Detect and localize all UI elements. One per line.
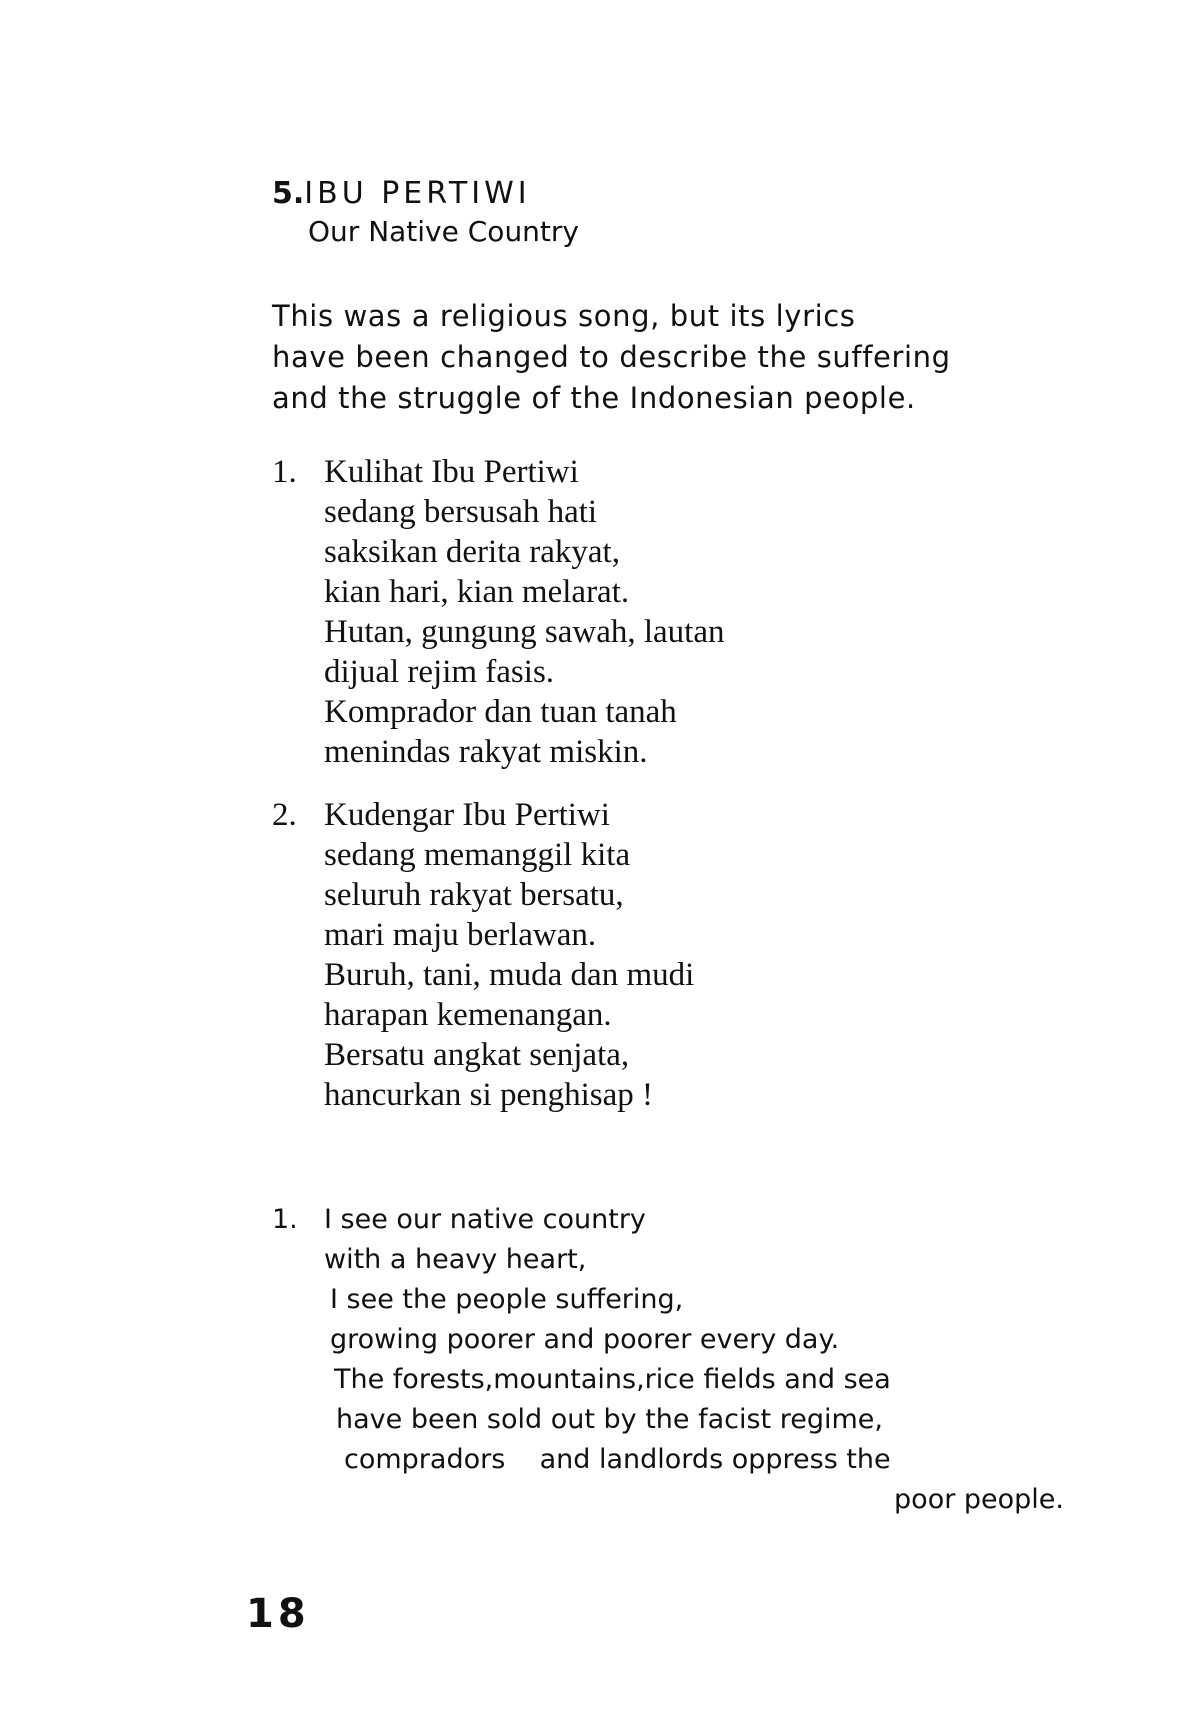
verse-number: 1. (272, 1204, 298, 1235)
verse-line: growing poorer and poorer every day. (330, 1324, 840, 1355)
song-subtitle: Our Native Country (308, 215, 579, 248)
verse-number: 2. (272, 797, 297, 833)
verse-line: sedang bersusah hati (324, 494, 598, 530)
song-title (272, 176, 531, 212)
indonesian-verse-2 (272, 795, 694, 1115)
intro-line: This was a religious song, but its lyrics (272, 299, 856, 333)
page-number: 18 (246, 1591, 310, 1637)
verse-line: sedang memanggil kita (324, 837, 631, 873)
verse-line: Bersatu angkat senjata, (324, 1037, 630, 1073)
verse-line: Komprador dan tuan tanah (324, 694, 677, 730)
verse-line: Hutan, gungung sawah, lautan (324, 614, 725, 650)
song-title-text: IBU PERTIWI (304, 176, 531, 211)
verse-line: I see our native country (324, 1204, 646, 1235)
verse-line: seluruh rakyat bersatu, (324, 877, 624, 913)
verse-line: mari maju berlawan. (324, 917, 597, 953)
verse-line: I see the people suffering, (330, 1284, 684, 1315)
verse-number: 1. (272, 454, 297, 490)
song-number: 5. (272, 176, 305, 211)
verse-line: poor people. (894, 1484, 1064, 1515)
verse-line: menindas rakyat miskin. (324, 734, 648, 770)
verse-line: have been sold out by the facist regime, (336, 1404, 883, 1435)
verse-line: kian hari, kian melarat. (324, 574, 630, 610)
intro-line: have been changed to describe the suffering (272, 340, 951, 374)
intro-line: and the struggle of the Indonesian people. (272, 381, 916, 415)
intro-paragraph (272, 296, 1072, 419)
verse-line: saksikan derita rakyat, (324, 534, 620, 570)
verse-line: dijual rejim fasis. (324, 654, 555, 690)
verse-line: with a heavy heart, (324, 1244, 587, 1275)
verse-lines (324, 795, 694, 1115)
verse-line: Buruh, tani, muda dan mudi (324, 957, 695, 993)
verse-lines (324, 452, 725, 772)
verse-line: harapan kemenangan. (324, 997, 612, 1033)
verse-line: The forests,mountains,rice fields and sea (334, 1364, 891, 1395)
verse-line: compradors and landlords oppress the (344, 1444, 891, 1475)
indonesian-verse-1 (272, 452, 725, 772)
english-verse-1 (272, 1200, 1092, 1520)
verse-line: Kudengar Ibu Pertiwi (324, 797, 610, 833)
verse-line: hancurkan si penghisap ! (324, 1077, 653, 1113)
verse-line: Kulihat Ibu Pertiwi (324, 454, 579, 490)
